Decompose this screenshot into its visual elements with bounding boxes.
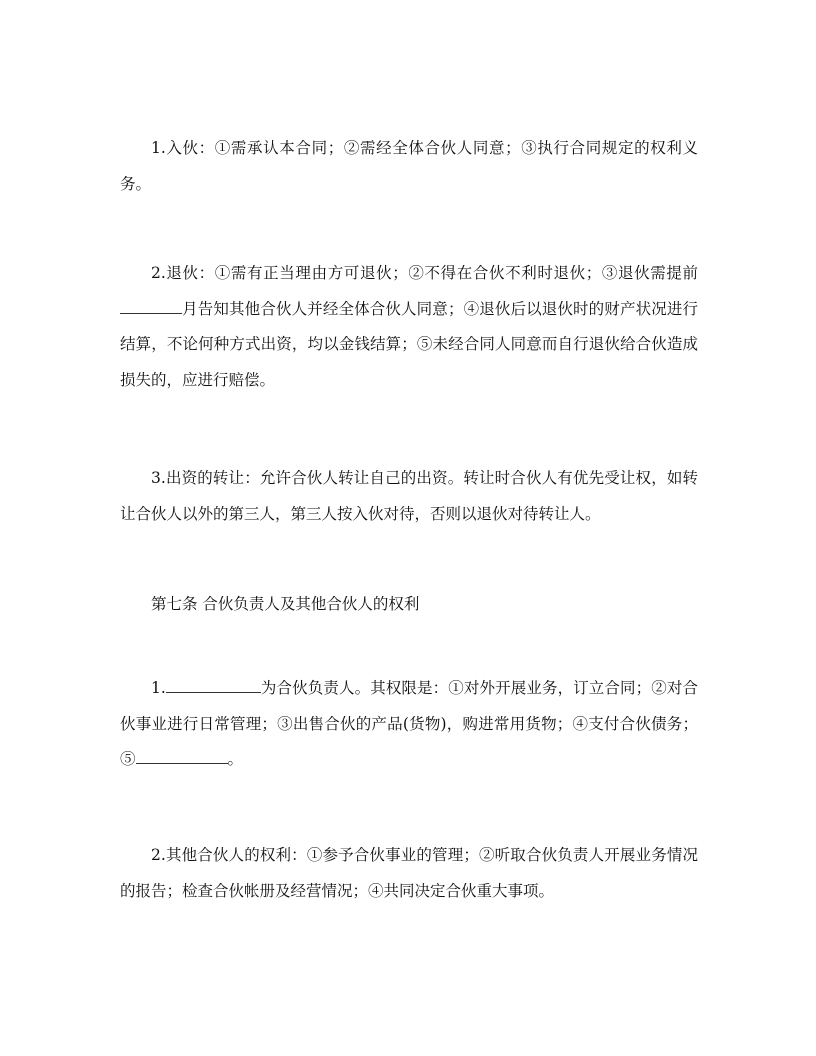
clause-admission: [120, 131, 698, 202]
clause-other-partner-rights: [120, 838, 698, 909]
clause-capital-transfer-text: 3.出资的转让：允许合伙人转让自己的出资。转让时合伙人有优先受让权，如转让合伙人以外的第三人，第三人按入伙对待，否则以退伙对待转让人。: [120, 469, 698, 523]
managing-partner-name-blank: [166, 675, 261, 693]
clause-managing-partner-text-3: 。: [227, 750, 244, 768]
clause-withdrawal: [120, 256, 698, 398]
clause-managing-partner-text-2: 为合伙负责人。其权限是：①对外开展业务，订立合同；②对合伙事业进行日常管理；③出售合伙的产品(货物)，购进常用货物；④支付合伙债务；⑤: [120, 679, 698, 768]
clause-withdrawal-text-1: 2.退伙：①需有正当理由方可退伙；②不得在合伙不利时退伙；③退伙需提前: [151, 264, 698, 282]
managing-partner-authority-blank: [136, 746, 228, 764]
clause-managing-partner-text-1: 1.: [151, 679, 166, 697]
clause-managing-partner: [120, 671, 698, 778]
withdrawal-notice-months-blank: [120, 296, 182, 314]
clause-withdrawal-text-2: 月告知其他合伙人并经全体合伙人同意；④退伙后以退伙时的财产状况进行结算，不论何种方式出资，均以金钱结算；⑤未经合同人同意而自行退伙给合伙造成损失的，应进行赔偿。: [120, 299, 698, 389]
article-seven-heading: [120, 587, 698, 623]
clause-admission-text: 1.入伙：①需承认本合同；②需经全体合伙人同意；③执行合同规定的权利义务。: [120, 139, 698, 193]
clause-other-partner-rights-text: 2.其他合伙人的权利：①参予合伙事业的管理；②听取合伙负责人开展业务情况的报告；检查合伙帐册及经营情况；④共同决定合伙重大事项。: [120, 846, 698, 900]
clause-capital-transfer: [120, 461, 698, 532]
article-seven-heading-text: 第七条 合伙负责人及其他合伙人的权利: [151, 595, 420, 613]
